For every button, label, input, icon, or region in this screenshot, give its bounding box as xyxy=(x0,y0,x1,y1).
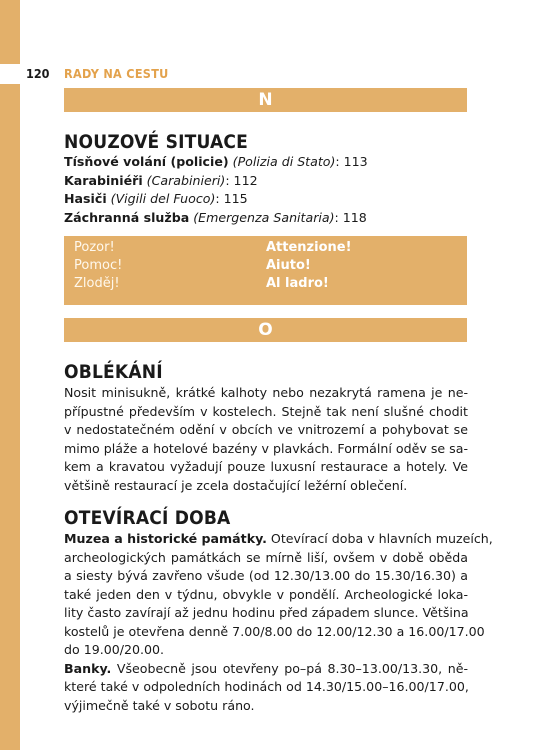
paragraph-line: Nosit minisukně, krátké kalhoty nebo nezakrytá ramena je ne- xyxy=(64,385,468,400)
paragraph-line: kem a kravatou vyžadují pouze luxusní restaurace a hotely. Ve xyxy=(64,459,468,474)
oblekani-paragraph xyxy=(64,384,468,495)
phrase-box xyxy=(64,236,467,305)
entry-number: : 118 xyxy=(334,209,367,225)
entry-italian: (Polizia di Stato) xyxy=(232,154,336,169)
oteviraci-paragraph xyxy=(64,530,493,715)
entry-italian: (Carabinieri) xyxy=(146,172,226,188)
paragraph-line: do 19.00/20.00. xyxy=(64,642,165,657)
phrase-czech: Pozor! xyxy=(74,240,115,255)
banky-label: Banky. xyxy=(64,660,112,676)
emergency-entry xyxy=(64,190,248,209)
phrase-italian: Attenzione! xyxy=(266,240,352,255)
phrase-italian: Al ladro! xyxy=(266,276,329,291)
heading-oteviraci-doba: OTEVÍRACÍ DOBA xyxy=(64,507,231,529)
paragraph-line xyxy=(64,660,468,679)
entry-italian: (Vigili del Fuoco) xyxy=(110,191,216,206)
entry-number: : 115 xyxy=(215,191,248,206)
entry-number: : 113 xyxy=(335,154,368,169)
paragraph-line: lity často zavírají až jednu hodinu před západem slunce. Většina xyxy=(64,605,469,620)
phrase-italian: Aiuto! xyxy=(266,258,311,273)
paragraph-text: Všeobecně jsou otevřeny po–pá 8.30–13.00/13.30, ně- xyxy=(111,660,468,676)
heading-nouzove-situace: NOUZOVÉ SITUACE xyxy=(64,131,249,153)
entry-label: Záchranná služba xyxy=(64,209,190,225)
phrase-czech: Pomoc! xyxy=(74,258,123,273)
entry-italian: (Emergenza Sanitaria) xyxy=(193,209,335,225)
paragraph-line: také jeden den v týdnu, obvykle v pondělí. Archeologické loka- xyxy=(64,586,468,602)
emergency-entry xyxy=(64,209,367,228)
entry-number: : 112 xyxy=(225,172,258,188)
paragraph-line: přípustné především v kostelech. Stejně tak není slušné chodit xyxy=(64,403,468,419)
entry-label: Karabiniéři xyxy=(64,172,143,188)
paragraph-line: mimo pláže a hotelové bazény v plavkách. Formální oděv se sa- xyxy=(64,440,468,456)
paragraph-line: archeologických památkách se mírně liší, ovšem v době oběda xyxy=(64,549,468,565)
page-number-notch xyxy=(0,64,20,84)
phrase-czech: Zloděj! xyxy=(74,276,120,291)
heading-oblekani: OBLÉKÁNÍ xyxy=(64,361,163,383)
paragraph-line: kostelů je otevřena denně 7.00/8.00 do 12.00/12.30 a 16.00/17.00 xyxy=(64,623,485,639)
paragraph-line xyxy=(64,530,493,549)
paragraph-line: většině restaurací je zcela dostačující ležérní oblečení. xyxy=(64,477,408,493)
paragraph-line: výjimečně také v sobotu ráno. xyxy=(64,697,255,713)
paragraph-line: a siesty bývá zavřeno všude (od 12.30/13.00 do 15.30/16.30) a xyxy=(64,568,468,583)
side-thumb-bar xyxy=(0,0,20,750)
paragraph-line: v nedostatečném odění v obcích ve vnitrozemí a pohybovat se xyxy=(64,422,468,437)
running-head: RADY NA CESTU xyxy=(64,66,169,81)
emergency-entry xyxy=(64,153,368,172)
entry-label: Hasiči xyxy=(64,191,107,206)
emergency-entry xyxy=(64,172,258,191)
muzea-label: Muzea a historické památky. xyxy=(64,531,267,546)
page-number: 120 xyxy=(26,66,50,81)
section-letter-o: O xyxy=(64,318,467,342)
entry-label: Tísňové volání (policie) xyxy=(64,154,229,169)
section-letter-n: N xyxy=(64,88,467,112)
paragraph-text: Otevírací doba v hlavních muzeích, xyxy=(266,531,493,546)
paragraph-line: které také v odpoledních hodinách od 14.30/15.00–16.00/17.00, xyxy=(64,679,469,694)
